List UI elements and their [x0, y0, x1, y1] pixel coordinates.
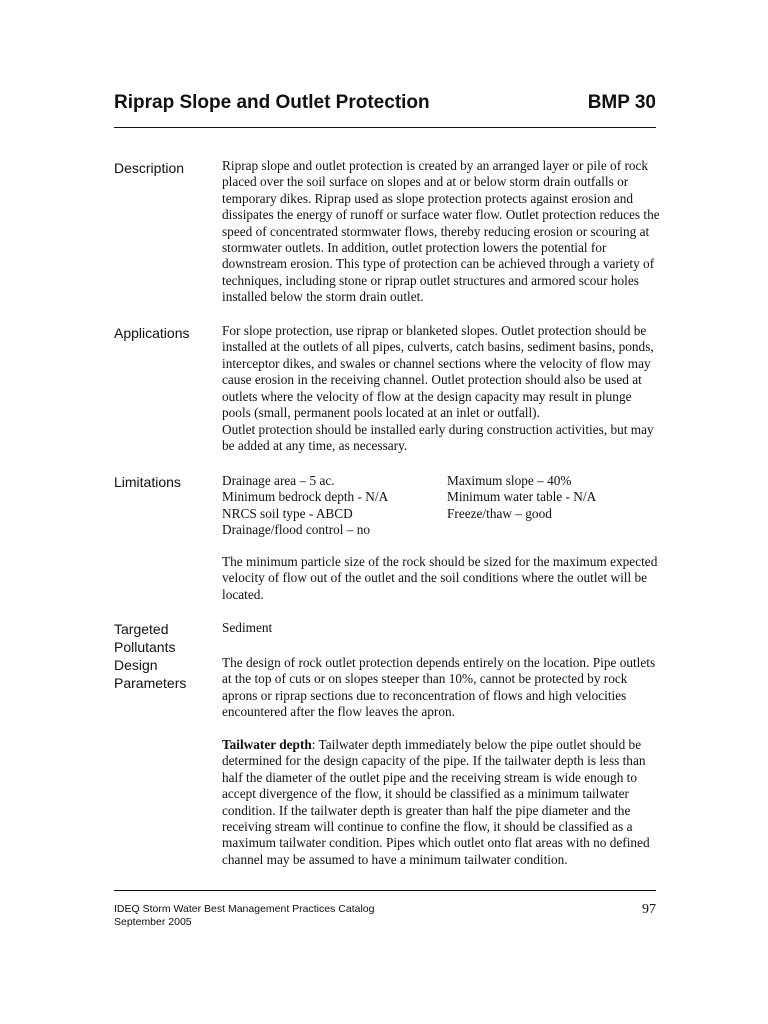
applications-label: Applications	[114, 325, 190, 341]
applications-text-2: Outlet protection should be installed early during construction activities, but may be added at any time, as necessary.	[222, 422, 654, 454]
applications-text: For slope protection, use riprap or blanketed slopes. Outlet protection should be installed at the outlets of all pipes, culverts, catch basins, sediment basins, ponds, interceptor dikes, and swales or channel sections where the velocity of flow may cause erosion in the receiving channel. Outlet protection should also be used at outlets where the velocity of flow at the design capacity may result in plunge pools (small, permanent pools located at an inlet or outfall).	[222, 323, 654, 421]
limitation-item: Minimum water table - N/A	[447, 489, 597, 505]
limitations-left-list	[222, 473, 388, 539]
tailwater-paragraph	[222, 737, 662, 868]
limitation-item: Maximum slope – 40%	[447, 473, 572, 488]
page-header	[114, 92, 656, 118]
limitations-label: Limitations	[114, 474, 181, 490]
limitation-item: Drainage area – 5 ac.	[222, 473, 335, 488]
footer-date: September 2005	[114, 916, 192, 928]
design-label-line1: Design	[114, 657, 158, 673]
tailwater-heading: Tailwater depth	[222, 737, 312, 752]
page-number: 97	[642, 902, 656, 917]
targeted-pollutants-text: Sediment	[222, 620, 273, 635]
design-label-line2: Parameters	[114, 675, 187, 691]
limitations-right-list	[447, 473, 596, 522]
limitation-item: NRCS soil type - ABCD	[222, 505, 353, 521]
targeted-label-line2: Pollutants	[114, 639, 176, 655]
targeted-label-line1: Targeted	[114, 621, 169, 637]
design-text: The design of rock outlet protection depends entirely on the location. Pipe outlets at the top of cuts or on slopes steeper than 10%, cannot be protected by rock aprons or riprap sections due to reconcentration of flows and high velocities encountered after the flow leaves the apron.	[222, 655, 656, 720]
design-parameters-label	[114, 656, 186, 692]
limitation-item: Freeze/thaw – good	[447, 505, 552, 521]
header-rule	[114, 127, 656, 128]
description-label: Description	[114, 160, 185, 176]
tailwater-text: : Tailwater depth immediately below the pipe outlet should be determined for the design capacity of the pipe. If the tailwater depth is less than half the diameter of the outlet pipe and the receiving stream is wide enough to accept divergence of the flow, it should be classified as a minimum tailwater condition. If the tailwater depth is greater than half the pipe diameter and the receiving stream will continue to confine the flow, it should be classified as a maximum tailwater condition. Pipes which outlet onto flat areas with no defined channel may be assumed to have a minimum tailwater condition.	[222, 737, 650, 867]
targeted-pollutants-label	[114, 620, 175, 656]
footer-info	[114, 903, 374, 929]
bmp-code: BMP 30	[587, 92, 656, 113]
footer-catalog: IDEQ Storm Water Best Management Practices Catalog	[114, 903, 375, 915]
limitation-item: Drainage/flood control – no	[222, 522, 371, 538]
limitation-item: Minimum bedrock depth - N/A	[222, 489, 389, 505]
limitations-note: The minimum particle size of the rock should be sized for the maximum expected velocity of flow out of the outlet and the soil conditions where the outlet will be located.	[222, 554, 658, 602]
footer-rule	[114, 890, 656, 891]
page-title: Riprap Slope and Outlet Protection	[114, 92, 430, 113]
description-text: Riprap slope and outlet protection is created by an arranged layer or pile of rock placed over the soil surface on slopes and at or below storm drain outfalls or temporary dikes. Riprap used as slope protection protects against erosion and dissipates the energy of runoff or surface water flow. Outlet protection reduces the speed of concentrated stormwater flows, thereby reducing erosion or scouring at stormwater outlets. In addition, outlet protection lowers the potential for downstream erosion. This type of protection can be achieved through a variety of techniques, including stone or riprap outlet structures and armored scour holes installed below the storm drain outlet.	[222, 158, 660, 305]
